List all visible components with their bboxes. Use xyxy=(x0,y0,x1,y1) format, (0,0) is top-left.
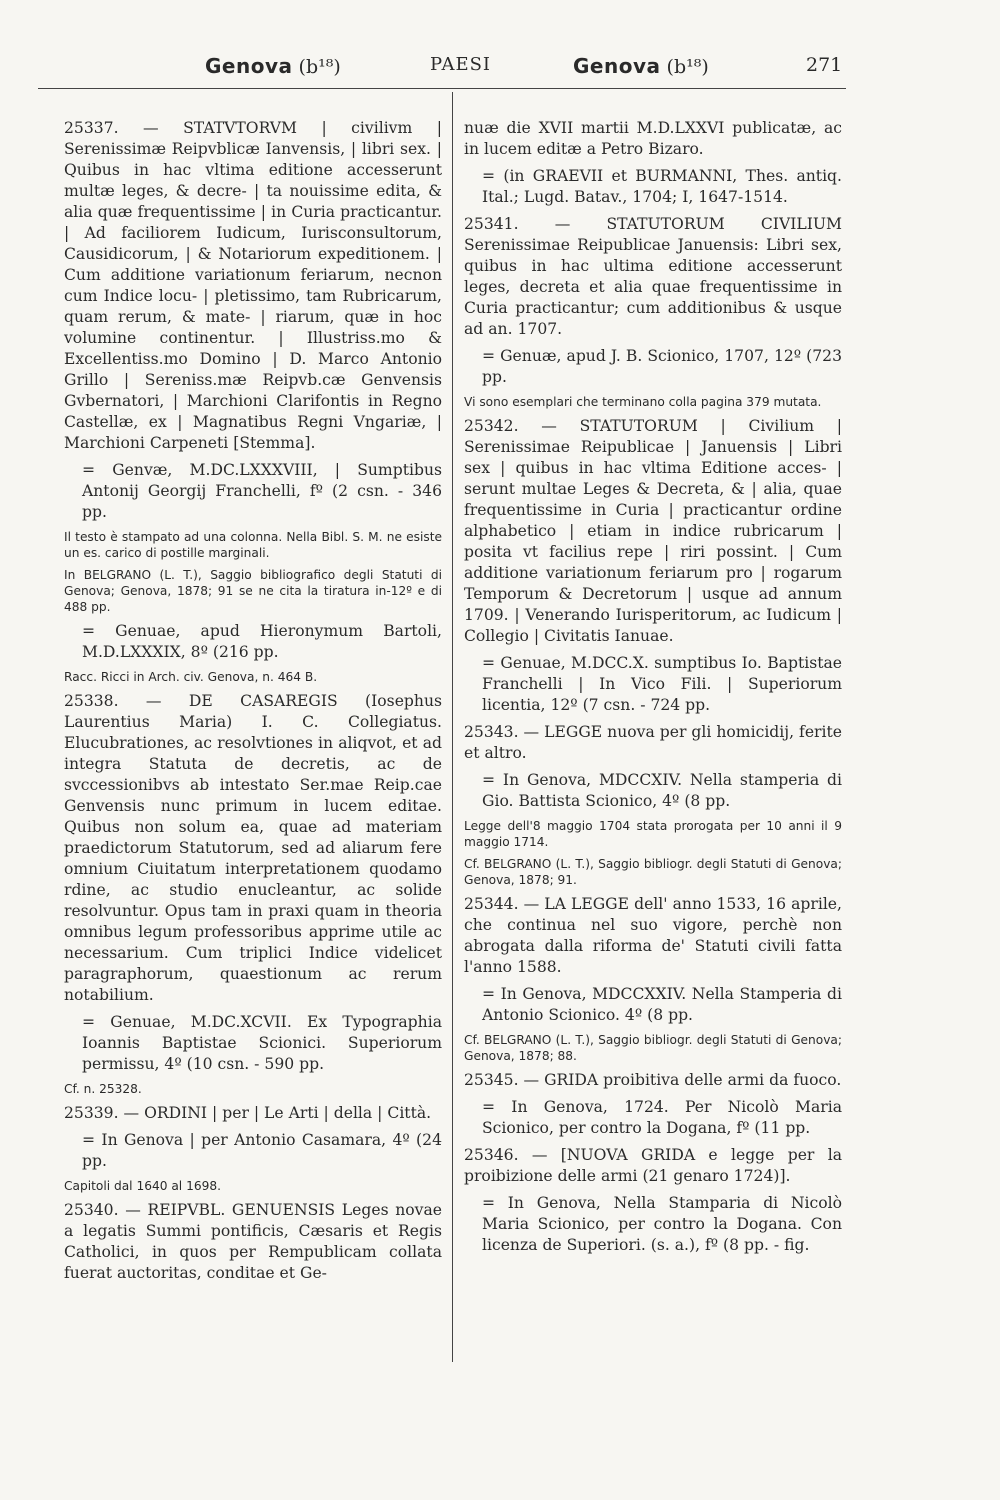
bibliography-entry: 25337. — STATVTORVM | civilivm | Serenissimæ Reipvblicæ Ianvensis, | libri sex. | Quibus in hac vltima editione accesserunt multæ leges, & decre- | ta nouissime edita, & alia quæ frequentissime | in Curia practicantur. | Ad faciliorem Iudicum, Iurisconsultorum, Causidicorum, | & Notariorum expeditionem. | Cum additione variationum feriarum, necnon cum Indice locu- | pletissimo, tam Rubricarum, quam rerum, & mate- | riarum, quæ in hoc volumine continentur. | Illustriss.mo & Excellentiss.mo Domino | D. Marco Antonio Grillo | Sereniss.mæ Reipvb.cæ Genvensis Gvbernatori, | Marchioni Clarifontis in Regno Castellæ, ex | Magnatibus Regni Vngariæ, | Marchioni Carpeneti [Stemma]. xyxy=(64,119,442,452)
running-head-right-sub: (b¹⁸) xyxy=(666,56,709,78)
imprint-line: = In Genova, Nella Stamparia di Nicolò Maria Scionico, per contro la Dogana. Con licenza de Superiori. (s. a.), fº (8 pp. - fig. xyxy=(482,1194,842,1254)
bibliography-entry: 25343. — LEGGE nuova per gli homicidij, ferite et altro. xyxy=(464,723,842,762)
running-head-right xyxy=(573,54,709,88)
running-head-left xyxy=(205,54,341,88)
entry-note: Capitoli dal 1640 al 1698. xyxy=(64,1179,221,1193)
imprint-line: = Genuae, M.DCC.X. sumptibus Io. Baptistae Franchelli | In Vico Fili. | Superiorum licentia, 12º (7 csn. - 724 pp. xyxy=(482,654,842,714)
page-number: 271 xyxy=(806,54,843,76)
bibliography-entry: 25345. — GRIDA proibitiva delle armi da fuoco. xyxy=(464,1071,842,1089)
running-head-right-title: Genova xyxy=(573,54,661,78)
imprint-line: = Genuæ, apud J. B. Scionico, 1707, 12º (723 pp. xyxy=(482,347,842,386)
header-rule xyxy=(38,88,846,89)
bibliography-entry: 25342. — STATUTORUM | Civilium | Serenissimae Reipublicae | Januensis | Libri sex | quibus in hac vltima Editione acces- | serunt multae Leges & Decreta, & | alia, quae frequentissime in Curia | practicantur ordine alphabetico | etiam in indice rubricarum | posita vt facilius repe | riri possint. | Cum additione variationum feriarum pro | rogarum Temporum & Decretorum | usque ad annum 1709. | Venerando Iurisperitorum, ac Iudicum | Collegio | Civitatis Ianuae. xyxy=(464,417,842,645)
bibliography-entry: 25341. — STATUTORUM CIVILIUM Serenissimae Reipublicae Januensis: Libri sex, quibus in hac ultima editione accesserunt leges, decreta et alia quae frequentissime in Curia practicantur; cum additionibus & usque ad an. 1707. xyxy=(464,215,842,338)
entry-note: Il testo è stampato ad una colonna. Nella Bibl. S. M. ne esiste un es. carico di postille marginali. xyxy=(64,530,442,560)
bibliography-entry: nuæ die XVII martii M.D.LXXVI publicatæ, ac in lucem editæ a Petro Bizaro. xyxy=(464,119,842,158)
entry-note: Cf. BELGRANO (L. T.), Saggio bibliogr. degli Statuti di Genova; Genova, 1878; 91. xyxy=(464,857,842,887)
imprint-line: = In Genova | per Antonio Casamara, 4º (24 pp. xyxy=(82,1131,442,1170)
running-head-center: PAESI xyxy=(430,54,492,75)
imprint-line: = In Genova, MDCCXXIV. Nella Stamperia di Antonio Scionico. 4º (8 pp. xyxy=(482,985,842,1024)
imprint-line: = Genvæ, M.DC.LXXXVIII, | Sumptibus Antonij Georgij Franchelli, fº (2 csn. - 346 pp. xyxy=(82,461,442,521)
column-divider xyxy=(452,92,453,1362)
bibliography-entry: 25340. — REIPVBL. GENUENSIS Leges novae a legatis Summi pontificis, Cæsaris et Regis Catholici, in quos per Rempublicam collata fuerat auctoritas, conditae et Ge- xyxy=(64,1201,442,1282)
bibliography-entry: 25338. — DE CASAREGIS (Iosephus Laurentius Maria) I. C. Collegiatus. Elucubrationes, ac resolvtiones in aliqvot, et ad integra Statuta de decretis, ac de svccessionibvs ab intestato Ser.mae Reip.cae Genvensis nunc primum in lucem editae. Quibus non solum ea, quae ad materiam praedictorum Statutorum, sed ad aliarum fere omnium Ciuitatum interpretationem quodamo rdine, ac studio enucleantur, ac solide resolvuntur. Opus tam in praxi quam in theoria omnibus legum professoribus apprime utile ac necessarium. Cum triplici Indice videlicet paragraphorum, quaestionum ac rerum notabilium. xyxy=(64,692,442,1004)
bibliography-entry: 25344. — LA LEGGE dell' anno 1533, 16 aprile, che continua nel suo vigore, perchè non abrogata dalla riforma de' Statuti civili fatta l'anno 1588. xyxy=(464,895,842,976)
entry-note: Racc. Ricci in Arch. civ. Genova, n. 464 B. xyxy=(64,670,318,684)
imprint-line: = (in GRAEVII et BURMANNI, Thes. antiq. Ital.; Lugd. Batav., 1704; I, 1647-1514. xyxy=(482,167,842,206)
imprint-line: = Genuae, M.DC.XCVII. Ex Typographia Ioannis Baptistae Scionici. Superiorum permissu, 4º (10 csn. - 590 pp. xyxy=(82,1013,442,1073)
entry-note: In BELGRANO (L. T.), Saggio bibliografico degli Statuti di Genova; Genova, 1878; 91 se ne cita la tiratura in-12º e di 488 pp. xyxy=(64,568,442,614)
imprint-line: = In Genova, 1724. Per Nicolò Maria Scionico, per contro la Dogana, fº (11 pp. xyxy=(482,1098,842,1137)
entry-note: Cf. BELGRANO (L. T.), Saggio bibliogr. degli Statuti di Genova; Genova, 1878; 88. xyxy=(464,1033,842,1063)
bibliography-entry: 25346. — [NUOVA GRIDA e legge per la proibizione delle armi (21 genaro 1724)]. xyxy=(464,1146,842,1185)
imprint-line: = Genuae, apud Hieronymum Bartoli, M.D.LXXXIX, 8º (216 pp. xyxy=(82,622,442,661)
imprint-line: = In Genova, MDCCXIV. Nella stamperia di Gio. Battista Scionico, 4º (8 pp. xyxy=(482,771,842,810)
entry-note: Vi sono esemplari che terminano colla pagina 379 mutata. xyxy=(464,395,822,409)
left-column xyxy=(64,118,442,1290)
running-head-left-title: Genova xyxy=(205,54,293,78)
entry-note: Cf. n. 25328. xyxy=(64,1082,142,1096)
entry-note: Legge dell'8 maggio 1704 stata prorogata per 10 anni il 9 maggio 1714. xyxy=(464,819,842,849)
running-head-left-sub: (b¹⁸) xyxy=(298,56,341,78)
bibliography-entry: 25339. — ORDINI | per | Le Arti | della | Città. xyxy=(64,1104,432,1122)
right-column xyxy=(464,118,842,1262)
